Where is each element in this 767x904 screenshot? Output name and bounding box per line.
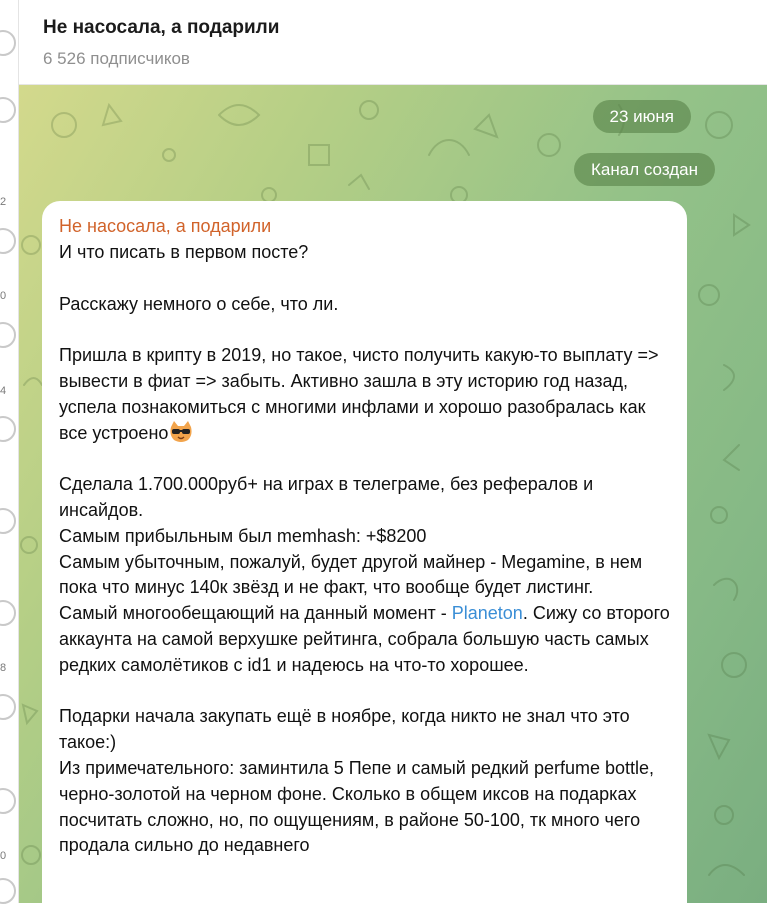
chat-avatar-stub[interactable] [0, 694, 16, 720]
chat-header[interactable] [19, 0, 767, 85]
subscriber-count: 6 526 подписчиков [43, 49, 190, 68]
chat-avatar-stub[interactable] [0, 508, 16, 534]
date-separator: 23 июня [593, 100, 691, 133]
cool-cat-sunglasses-emoji [168, 421, 194, 443]
unread-count-fragment: 4 [0, 385, 7, 397]
chat-avatar-stub[interactable] [0, 416, 16, 442]
chat-avatar-stub[interactable] [0, 788, 16, 814]
post-paragraph: Самым убыточным, пожалуй, будет другой майнер - Megamine, в нем пока что минус 140к звёзд и не факт, что вообще будет листинг. [59, 551, 643, 598]
chat-avatar-stub[interactable] [0, 228, 16, 254]
planeton-link[interactable]: Planeton [451, 603, 523, 624]
post-paragraph [59, 601, 670, 678]
post-author[interactable]: Не насосала, а подарили [59, 216, 272, 236]
post-paragraph: Сделала 1.700.000руб+ на играх в телеграме, без рефералов и инсайдов. [59, 474, 594, 520]
chat-avatar-stub[interactable] [0, 600, 16, 626]
post-paragraph-text: . Сижу со второго аккаунта на самой верхушке рейтинга, собрала большую часть самых редких самолётиков с id1 и надеюсь на что-то хорошее. [59, 603, 670, 675]
chat-avatar-stub[interactable] [0, 97, 16, 123]
unread-count-fragment: 0 [0, 850, 7, 862]
post-paragraph-text: Самый многообещающий на данный момент - [59, 603, 452, 624]
chat-list-edge [0, 0, 19, 903]
post-paragraph: Подарки начала закупать ещё в ноябре, когда никто не знал что это такое:) [59, 706, 630, 753]
message-area[interactable] [19, 85, 767, 903]
post-paragraph: И что писать в первом посте? [59, 242, 309, 262]
post-paragraph: Из примечательного: заминтила 5 Пепе и самый редкий perfume bottle, черно-золотой на черном фоне. Сколько в общем иксов на подарках посчитать сложно, но, по ощущениям, в районе 50-100, тк много чего продала сильно до недавнего [59, 757, 655, 856]
post-paragraph: Расскажу немного о себе, что ли. [59, 293, 339, 314]
chat-avatar-stub[interactable] [0, 322, 16, 348]
post-paragraph [59, 343, 670, 446]
chat-avatar-stub[interactable] [0, 30, 16, 56]
chat-avatar-stub[interactable] [0, 878, 16, 904]
post-paragraph: Самым прибыльным был memhash: +$8200 [59, 525, 427, 546]
unread-count-fragment: 0 [0, 290, 7, 302]
channel-title[interactable]: Не насосала, а подарили [43, 17, 280, 38]
unread-count-fragment: 8 [0, 662, 7, 674]
unread-count-fragment: 2 [0, 196, 7, 208]
post-text [59, 240, 670, 859]
service-message: Канал создан [574, 153, 715, 186]
post-paragraph-text: Пришла в крипту в 2019, но такое, чисто получить какую-то выплату => вывести в фиат => забыть. Активно зашла в эту историю год назад, успела познакомиться с многими инфлами и хорошо разобралась как все устроено [59, 345, 659, 443]
channel-post[interactable] [42, 201, 687, 903]
